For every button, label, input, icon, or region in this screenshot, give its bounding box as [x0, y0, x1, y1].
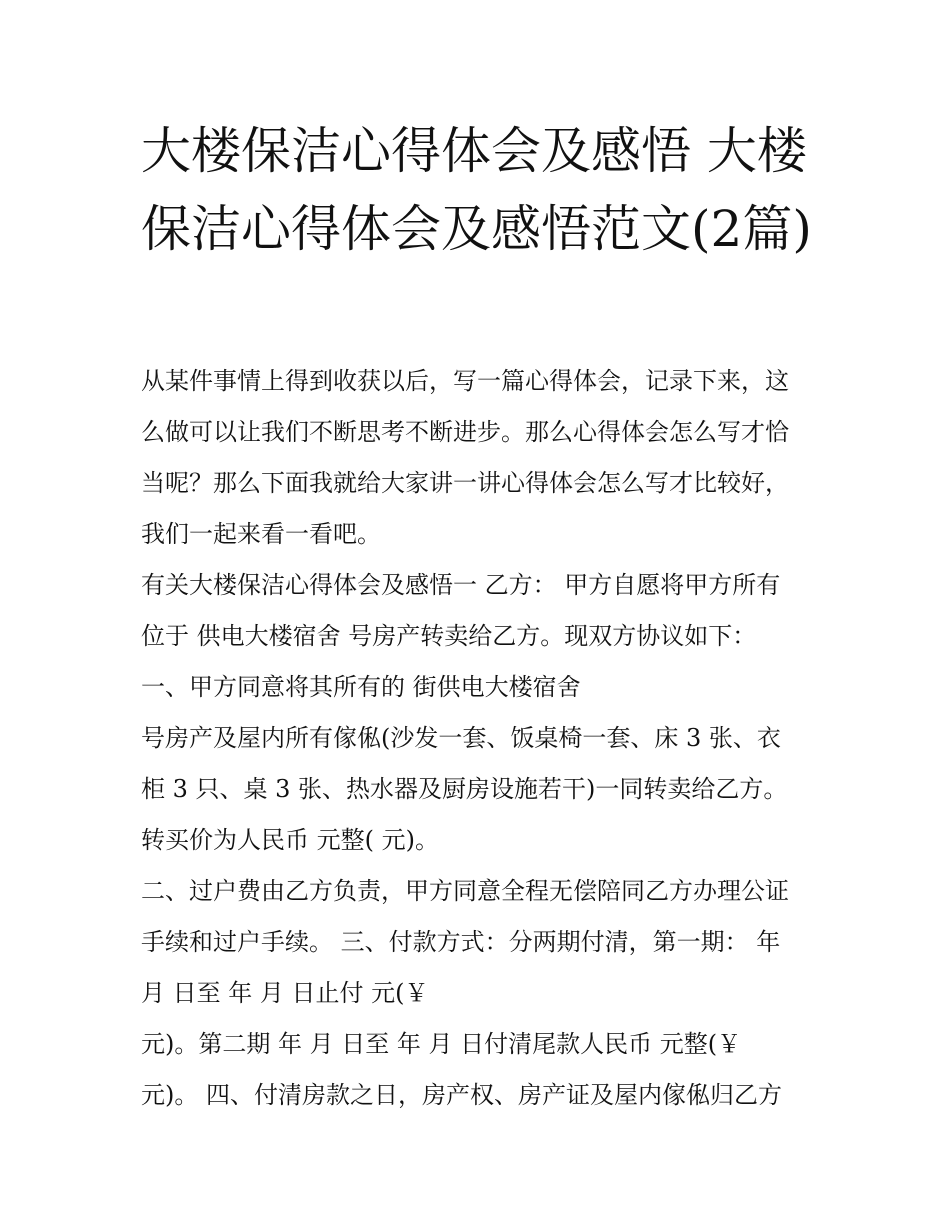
body-line: 元)。 四、付清房款之日，房产权、房产证及屋内傢俬归乙方	[141, 1081, 782, 1109]
body-line: 从某件事情上得到收获以后，写一篇心得体会，记录下来，这	[141, 367, 789, 395]
body-line: 我们一起来看一看吧。	[141, 520, 381, 548]
body-line: 柜 3 只、桌 3 张、热水器及厨房设施若干)一同转卖给乙方。	[141, 775, 788, 803]
body-line: 有关大楼保洁心得体会及感悟一 乙方： 甲方自愿将甲方所有	[141, 571, 781, 599]
document-title: 大楼保洁心得体会及感悟 大楼保洁心得体会及感悟范文(2篇)	[141, 122, 812, 258]
body-line: 当呢？那么下面我就给大家讲一讲心得体会怎么写才比较好，	[141, 469, 789, 497]
body-line: 元)。第二期 年 月 日至 年 月 日付清尾款人民币 元整(￥	[141, 1030, 742, 1058]
body-line: 转买价为人民币 元整( 元)。	[141, 826, 439, 854]
body-line: 月 日至 年 月 日止付 元(￥	[141, 979, 429, 1007]
body-line: 一、甲方同意将其所有的 街供电大楼宿舍	[141, 673, 581, 701]
document-body	[141, 356, 821, 1121]
body-line: 手续和过户手续。 三、付款方式：分两期付清，第一期： 年	[141, 928, 781, 956]
body-line: 二、过户费由乙方负责，甲方同意全程无偿陪同乙方办理公证	[141, 877, 789, 905]
body-line: 号房产及屋内所有傢俬(沙发一套、饭桌椅一套、床 3 张、衣	[141, 724, 781, 752]
body-line: 么做可以让我们不断思考不断进步。那么心得体会怎么写才恰	[141, 418, 789, 446]
body-line: 位于 供电大楼宿舍 号房产转卖给乙方。现双方协议如下：	[141, 622, 757, 650]
